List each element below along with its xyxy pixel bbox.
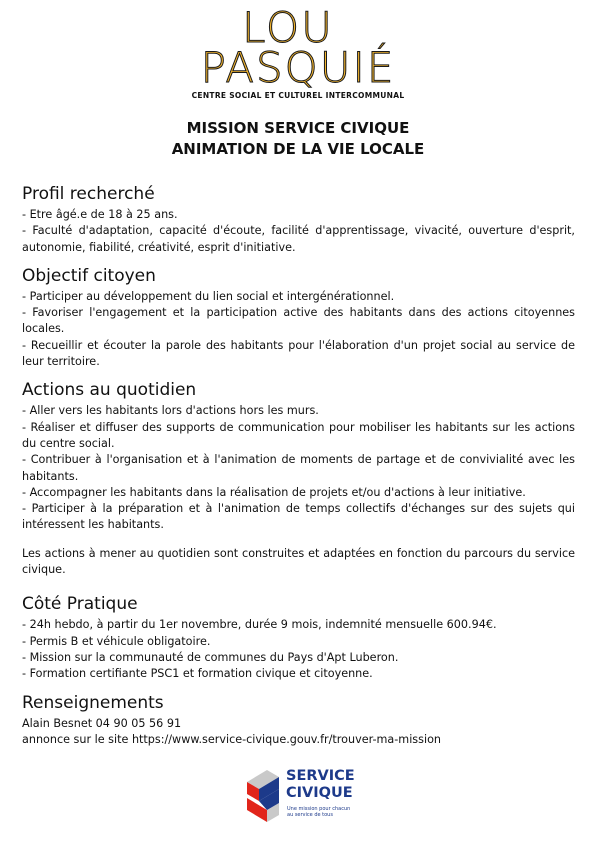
actions-note: Les actions à mener au quotidien sont construites et adaptées en fonction du parcours du service civique. (22, 546, 575, 577)
list-item: - Accompagner les habitants dans la réalisation de projets et/ou d'actions à leur initiative. (22, 485, 526, 499)
service-civique-emblem-icon (243, 768, 283, 828)
wordmark-line-1: SERVICE (286, 768, 355, 784)
list-item: - Formation certifiante PSC1 et formation civique et citoyenne. (22, 667, 373, 681)
list-item: - Aller vers les habitants lors d'actions hors les murs. (22, 404, 319, 418)
contact-name: Alain Besnet 04 90 05 56 91 (22, 716, 182, 730)
main-content (22, 184, 575, 758)
section-heading: Côté Pratique (22, 594, 138, 615)
title-line-2: ANIMATION DE LA VIE LOCALE (171, 140, 425, 158)
list-item: - Favoriser l'engagement et la participation active des habitants dans des actions citoyennes locales. (22, 306, 575, 336)
section-objectif (22, 266, 575, 370)
list-item: - Etre âgé.e de 18 à 25 ans. (22, 208, 178, 221)
wordmark-line-2: CIVIQUE (286, 785, 353, 801)
list-item: - 24h hebdo, à partir du 1er novembre, durée 9 mois, indemnité mensuelle 600.94€. (22, 618, 497, 632)
list-item: - Participer à la préparation et à l'animation de temps collectifs d'échanges sur des sujets qui intéressent les habitants. (22, 502, 575, 532)
section-pratique (22, 594, 575, 682)
service-civique-wordmark (286, 768, 355, 802)
contact-link[interactable]: annonce sur le site https://www.service-civique.gouv.fr/trouver-ma-mission (22, 732, 442, 746)
section-renseignements (22, 693, 575, 749)
page-title (0, 118, 596, 160)
section-actions (22, 380, 575, 533)
lou-pasquie-logo (0, 3, 596, 100)
list-item: - Mission sur la communauté de communes du Pays d'Apt Luberon. (22, 650, 399, 664)
service-civique-logo (243, 768, 363, 830)
logo-subtitle: CENTRE SOCIAL ET CULTUREL INTERCOMMUNAL (191, 91, 405, 100)
section-heading: Actions au quotidien (22, 380, 197, 401)
section-heading: Objectif citoyen (22, 265, 156, 286)
logo-line-1: LOU (242, 3, 334, 52)
section-heading: Profil recherché (22, 184, 155, 204)
service-civique-tagline: Une mission pour chacun au service de tous (287, 806, 351, 818)
logo-line-2: PASQUIÉ (200, 43, 396, 92)
list-item: - Réaliser et diffuser des supports de communication pour mobiliser les habitants sur les actions du centre social. (22, 420, 575, 450)
title-line-1: MISSION SERVICE CIVIQUE (186, 119, 410, 137)
list-item: - Permis B et véhicule obligatoire. (22, 634, 211, 648)
list-item: - Participer au développement du lien social et intergénérationnel. (22, 289, 395, 303)
section-heading: Renseignements (22, 692, 164, 713)
section-profil (22, 184, 575, 256)
list-item: - Recueillir et écouter la parole des habitants pour l'élaboration d'un projet social au service de leur territoire. (22, 338, 575, 369)
list-item: - Contribuer à l'organisation et à l'animation de moments de partage et de convivialité avec les habitants. (22, 453, 575, 483)
list-item: - Faculté d'adaptation, capacité d'écoute, facilité d'apprentissage, vivacité, ouverture d'esprit, autonomie, fiabilité, créativité, esprit d'initiative. (22, 224, 575, 254)
